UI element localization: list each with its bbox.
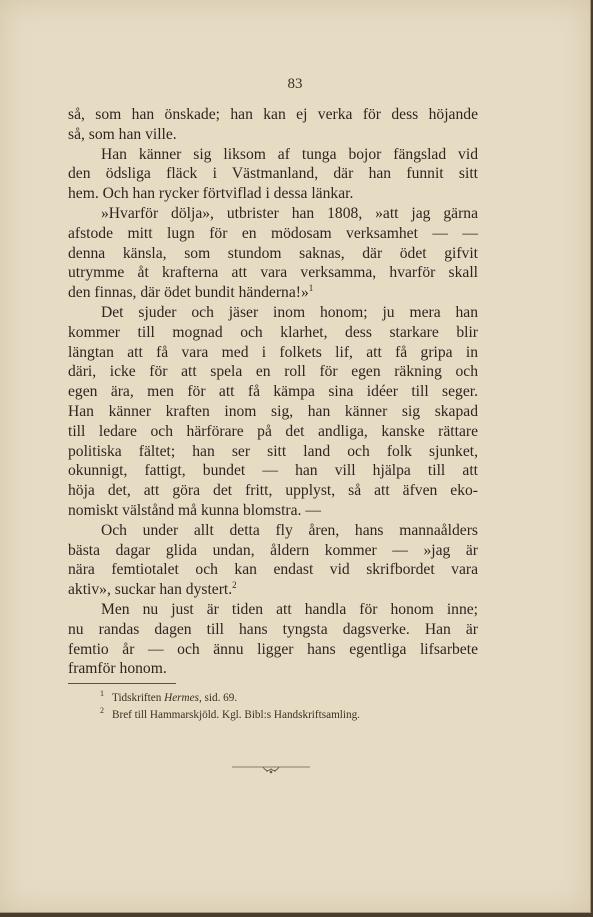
- body-text: [68, 105, 478, 679]
- text-line: [68, 362, 478, 382]
- text-line-content: denna känsla, som stundom saknas, där ödet gifvit: [68, 244, 478, 262]
- footnote-reference: 2: [232, 579, 237, 590]
- text-line: [68, 343, 478, 363]
- text-line: [68, 640, 478, 660]
- footnote-text: Bref till Hammarskjöld. Kgl. Bibl:s Handskriftsamling.: [112, 709, 360, 721]
- text-line-content: femtio år — och ännu ligger hans egentliga lifsarbete: [68, 640, 478, 658]
- text-line-content: så, som han önskade; han kan ej verka för dess höjande: [68, 106, 478, 123]
- text-line-content: Men nu just är tiden att handla för honom inne;: [101, 600, 478, 618]
- text-line: [68, 283, 478, 303]
- text-line: [68, 204, 478, 224]
- text-line: [68, 501, 478, 521]
- text-line-content: Det sjuder och jäser inom honom; ju mera han: [101, 303, 478, 321]
- text-line-content: okunnigt, fattigt, bundet — han vill hjälpa till att: [68, 462, 478, 480]
- footnote: 2 Bref till Hammarskjöld. Kgl. Bibl:s Handskriftsamling.: [100, 706, 360, 721]
- text-line-content: afstode mitt lugn för en mödosam verksamhet — —: [68, 224, 478, 242]
- text-line: [68, 442, 478, 462]
- text-line-content: framför honom.: [68, 660, 167, 678]
- text-line: [68, 422, 478, 442]
- text-line-content: egen ära, men för att få kämpa sina idéer till seger.: [68, 383, 478, 401]
- text-line: [68, 560, 478, 580]
- text-line: [68, 263, 478, 283]
- text-line: [68, 125, 478, 145]
- text-line-content: så, som han ville.: [68, 125, 177, 143]
- text-line-content: till ledare och härförare på det andliga, kanske rättare: [68, 422, 478, 440]
- text-line-content: »Hvarför dölja», utbrister han 1808, »att jag gärna: [101, 204, 478, 222]
- printer-ornament-icon: [232, 762, 310, 776]
- text-line: [68, 541, 478, 561]
- footnote-italic-text: Hermes: [164, 692, 199, 704]
- text-line-content: hem. Och han rycker förtviflad i dessa länkar.: [68, 185, 354, 203]
- text-line: [68, 402, 478, 422]
- text-line: [68, 521, 478, 541]
- text-line-content: nu randas dagen till hans tyngsta dagsverke. Han är: [68, 620, 478, 638]
- text-line-content: den ödsliga fläck i Västmanland, där han funnit sitt: [68, 165, 478, 183]
- text-line: [68, 303, 478, 323]
- text-line-content: nomiskt välstånd må kunna blomstra. —: [68, 501, 321, 519]
- text-line: [68, 145, 478, 165]
- footnote-text-after: , sid. 69.: [198, 692, 238, 704]
- text-line: [68, 224, 478, 244]
- footnotes: [100, 690, 480, 724]
- text-line: [68, 461, 478, 481]
- footnote-reference: 1: [308, 282, 314, 293]
- text-line-content: bästa dagar glida undan, åldern kommer — »jag är: [68, 541, 478, 559]
- text-line: [68, 600, 478, 620]
- text-line: [68, 164, 478, 184]
- text-line-content: däri, icke för att spela en roll för egen räkning och: [68, 363, 478, 381]
- text-line-content: kommer till mognad och klarhet, dess starkare blir: [68, 323, 478, 341]
- text-line-content: Han känner kraften inom sig, han känner sig skapad: [68, 402, 478, 420]
- footnote-text: Tidskriften: [112, 692, 162, 704]
- text-line-content: längtan att få vara med i folkets lif, att få gripa in: [68, 343, 478, 361]
- text-line: [68, 481, 478, 501]
- text-line-content: nära femtiotalet och kan endast vid skrifbordet vara: [68, 561, 478, 579]
- text-line: [68, 659, 478, 679]
- footnote-rule: [68, 683, 176, 684]
- text-line: [68, 323, 478, 343]
- text-line-content: Han känner sig liksom af tunga bojor fängslad vid: [101, 145, 478, 163]
- text-line-content: höja det, att göra det fritt, upplyst, så att äfven eko-: [68, 482, 478, 500]
- footnote: 1 Tidskriften Hermes, sid. 69.: [100, 689, 238, 704]
- text-line-content: Och under allt detta fly åren, hans mannaålders: [101, 521, 478, 539]
- text-line-content: aktiv», suckar han dystert.: [68, 581, 233, 599]
- text-line: [68, 184, 478, 204]
- text-line: [68, 620, 478, 640]
- text-line-content: utrymme åt krafterna att vara verksamma, hvarför skall: [68, 264, 478, 282]
- text-line: [68, 244, 478, 264]
- text-line: [68, 105, 478, 125]
- text-line-content: politiska fältet; han ser sitt land och folk sjunket,: [68, 442, 478, 460]
- text-line: [68, 580, 478, 600]
- page-number: 83: [287, 76, 303, 92]
- text-line: [68, 382, 478, 402]
- text-line-content: den finnas, där ödet bundit händerna!»: [68, 284, 309, 302]
